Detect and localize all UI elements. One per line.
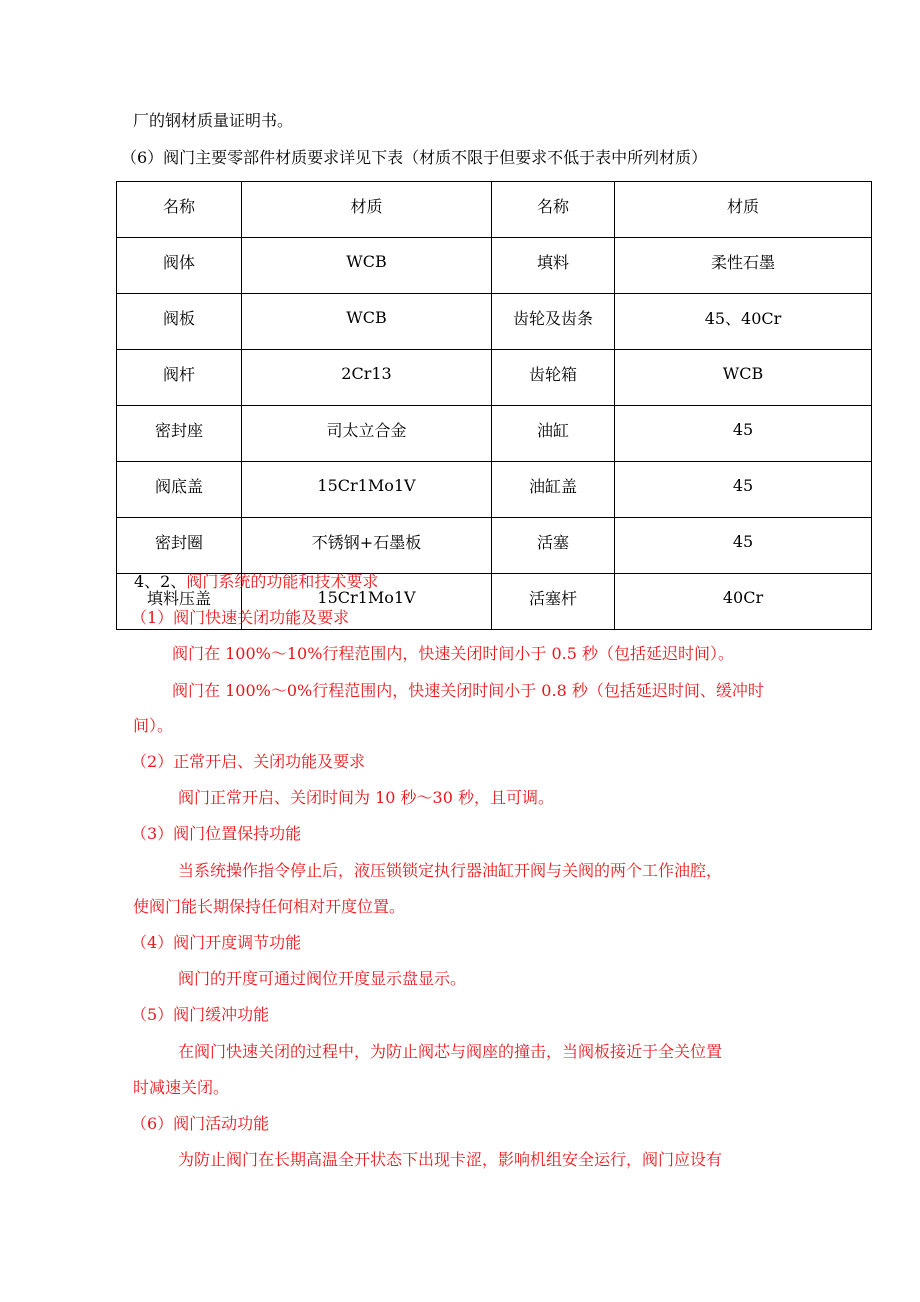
paragraph-line: 阀门的开度可通过阀位开度显示盘显示。 [178, 969, 467, 988]
item-heading: （5）阀门缓冲功能 [131, 1005, 270, 1024]
material-cell: 15Cr1Mo1V [242, 462, 492, 518]
material-cell: WCB [242, 294, 492, 350]
part-name-cell: 阀底盖 [117, 462, 242, 518]
table-row [117, 350, 872, 406]
part-name-cell: 密封圈 [117, 518, 242, 574]
material-cell: 不锈钢+石墨板 [242, 518, 492, 574]
paragraph-line: 阀门在 100%～10%行程范围内，快速关闭时间小于 0.5 秒（包括延迟时间）。 [172, 644, 735, 663]
paragraph-line: 使阀门能长期保持任何相对开度位置。 [133, 897, 406, 916]
paragraph-line: 间）。 [133, 716, 174, 735]
header-cell: 材质 [242, 182, 492, 238]
section-number: 4、2、 [134, 572, 187, 591]
paragraph-line: 当系统操作指令停止后，液压锁锁定执行器油缸开阀与关阀的两个工作油腔， [178, 861, 723, 880]
material-cell: 45、40Cr [615, 294, 872, 350]
material-cell: 司太立合金 [242, 406, 492, 462]
intro-line: 厂的钢材质量证明书。 [133, 111, 294, 130]
table-header-row [117, 182, 872, 238]
part-name-cell: 填料 [492, 238, 615, 294]
material-cell: 15Cr1Mo1V [242, 574, 492, 630]
section-title: 阀门系统的功能和技术要求 [186, 572, 379, 591]
material-cell: 40Cr [615, 574, 872, 630]
table-row [117, 406, 872, 462]
material-cell: 45 [615, 462, 872, 518]
part-name-cell: 齿轮及齿条 [492, 294, 615, 350]
item-heading: （3）阀门位置保持功能 [131, 824, 302, 843]
table-caption: （6）阀门主要零部件材质要求详见下表（材质不限于但要求不低于表中所列材质） [121, 148, 708, 167]
item-heading: （1）阀门快速关闭功能及要求 [131, 608, 350, 627]
item-heading: （6）阀门活动功能 [131, 1114, 270, 1133]
paragraph-line: 时减速关闭。 [133, 1078, 230, 1097]
header-cell: 材质 [615, 182, 872, 238]
table-row [117, 294, 872, 350]
part-name-cell: 填料压盖 [117, 574, 242, 630]
material-cell: WCB [615, 350, 872, 406]
header-cell: 名称 [492, 182, 615, 238]
section-heading [134, 571, 378, 593]
material-cell: WCB [242, 238, 492, 294]
table-row [117, 462, 872, 518]
material-cell: 45 [615, 406, 872, 462]
material-cell: 柔性石墨 [615, 238, 872, 294]
item-heading: （2）正常开启、关闭功能及要求 [131, 752, 366, 771]
part-name-cell: 齿轮箱 [492, 350, 615, 406]
paragraph-line: 阀门在 100%～0%行程范围内，快速关闭时间小于 0.8 秒（包括延迟时间、缓冲时 [172, 681, 764, 700]
materials-table [116, 181, 872, 630]
part-name-cell: 阀体 [117, 238, 242, 294]
part-name-cell: 活塞杆 [492, 574, 615, 630]
material-cell: 2Cr13 [242, 350, 492, 406]
paragraph-line: 在阀门快速关闭的过程中，为防止阀芯与阀座的撞击，当阀板接近于全关位置 [178, 1042, 723, 1061]
paragraph-line: 阀门正常开启、关闭时间为 10 秒～30 秒，且可调。 [178, 788, 554, 807]
header-cell: 名称 [117, 182, 242, 238]
paragraph-line: 为防止阀门在长期高温全开状态下出现卡涩，影响机组安全运行，阀门应设有 [178, 1150, 723, 1169]
part-name-cell: 活塞 [492, 518, 615, 574]
table-row [117, 238, 872, 294]
part-name-cell: 油缸盖 [492, 462, 615, 518]
material-cell: 45 [615, 518, 872, 574]
part-name-cell: 密封座 [117, 406, 242, 462]
part-name-cell: 阀杆 [117, 350, 242, 406]
item-heading: （4）阀门开度调节功能 [131, 933, 302, 952]
part-name-cell: 阀板 [117, 294, 242, 350]
part-name-cell: 油缸 [492, 406, 615, 462]
table-row [117, 518, 872, 574]
